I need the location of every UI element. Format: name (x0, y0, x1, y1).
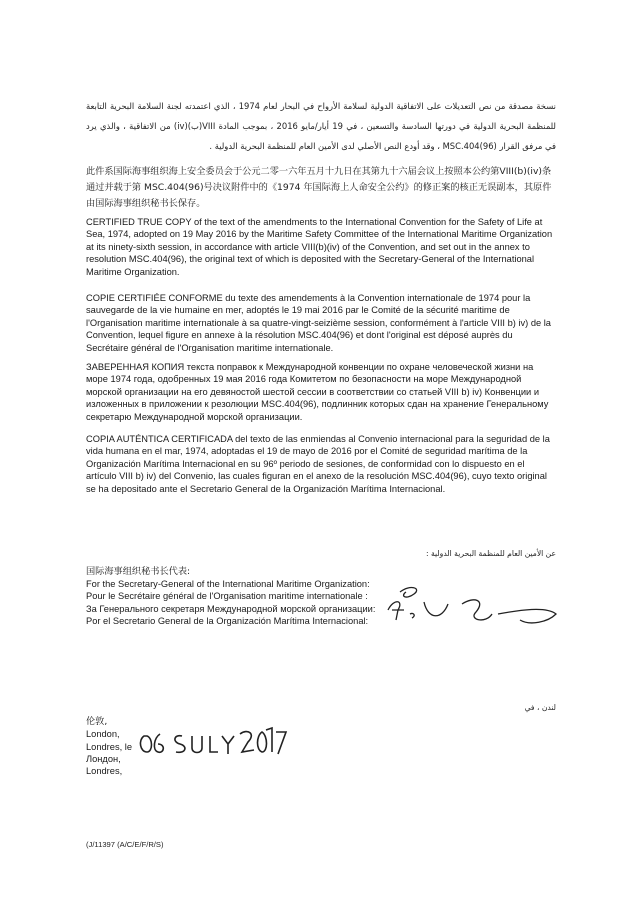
place-label-spanish: Londres, (86, 766, 123, 777)
russian-certification-paragraph (86, 361, 556, 423)
spanish-lead: COPIA AUTÉNTICA CERTIFICADA (86, 434, 233, 444)
handwritten-date (138, 726, 288, 760)
place-label-french: Londres, le (86, 741, 132, 752)
place-label-chinese: 伦敦, (86, 716, 108, 727)
spanish-body: del texto de las enmiendas al Convenio internacional para la seguridad de la vida humana en el mar, 1974, adoptadas el 19 de mayo de 2016 por el Comité de seguridad marítima de la Organización Marítima Internacional en su 96º periodo de sesiones, de conformidad con lo dispuesto en el artículo VIII b) iv) del Convenio, las cuales figuran en el anexo de la resolución MSC.404(96), cuyo texto original se ha depositado ante el Secretario General de la Organización Marítima Internacional. (86, 434, 550, 494)
signature-label-chinese: 国际海事组织秘书长代表: (86, 566, 191, 577)
place-label-arabic: لندن ، في (524, 703, 556, 712)
russian-body: текста поправок к Международной конвенции по охране человеческой жизни на море 1974 года, одобренных 19 мая 2016 года Комитетом по безопасности на море Международной морской организации на его девяностой шестой сессии в соответствии со статьей VIII b) iv) Конвенции и изложенных в приложении к резолюции MSC.404(96), подлинник которых сдан на хранение Генеральному секретарю Международной морской организации. (86, 362, 549, 422)
arabic-certification-paragraph: نسخة مصدقة من نص التعديلات على الاتفاقية الدولية لسلامة الأرواح في البحار لعام 1974 ، الذي اعتمدته لجنة السلامة البحرية التابعة للمنظمة البحرية الدولية في دورتها السادسة والتسعين ، في 19 أيار/مايو 2016 ، بموجب المادة VIII(ب)(iv) من الاتفاقية ، والذي يرد في مرفق القرار MSC.404(96) ، وقد أودع النص الأصلي لدى الأمين العام للمنظمة البحرية الدولية . (86, 101, 556, 151)
spanish-certification-paragraph (86, 433, 556, 495)
chinese-certification-paragraph: 此件系国际海事组织海上安全委员会于公元二零一六年五月十九日在其第九十六届会议上按照本公约第VIII(b)(iv)条通过并载于第 MSC.404(96)号决议附件中的《1974 年国际海上人命安全公约》的修正案的核正无误副本，其原件由国际海事组织秘书长保存。 (86, 166, 552, 209)
place-label-russian: Лондон, (86, 753, 121, 764)
handwritten-signature (370, 580, 560, 640)
russian-lead: ЗАВЕРЕННАЯ КОПИЯ (86, 362, 185, 372)
french-certification-paragraph (86, 292, 556, 354)
english-body: of the text of the amendments to the International Convention for the Safety of Life at Sea, 1974, adopted on 19 May 2016 by the Maritime Safety Committee of the International Maritime Organization at its ninety-sixth session, in accordance with article VIII(b)(iv) of the Convention, and set out in the annex to resolution MSC.404(96), the original text of which is deposited with the Secretary-General of the International Maritime Organization. (86, 217, 553, 277)
english-lead: CERTIFIED TRUE COPY (86, 217, 192, 227)
french-lead: COPIE CERTIFIÉE CONFORME (86, 293, 223, 303)
signature-label-english: For the Secretary-General of the International Maritime Organization: (86, 579, 370, 590)
signature-label-arabic: عن الأمين العام للمنظمة البحرية الدولية : (426, 549, 556, 558)
document-reference: (J/11397 (A/C/E/F/R/S) (86, 840, 164, 849)
english-certification-paragraph (86, 216, 556, 278)
signature-label-spanish: Por el Secretario General de la Organización Marítima Internacional: (86, 615, 369, 626)
french-body: du texte des amendements à la Convention internationale de 1974 pour la sauvegarde de la vie humaine en mer, adoptés le 19 mai 2016 par le Comité de la sécurité maritime de l'Organisation maritime internationale à sa quatre-vingt-seizième session, conformément à l'article VIII b) iv) de la Convention, lequel figure en annexe à la résolution MSC.404(96) et dont l'original est déposé auprès du Secrétaire général de l'Organisation maritime internationale. (86, 293, 551, 353)
signature-label-french: Pour le Secrétaire général de l'Organisation maritime internationale : (86, 591, 368, 602)
place-label-english: London, (86, 729, 120, 740)
signature-label-russian: За Генерального секретаря Международной морской организации: (86, 603, 376, 614)
